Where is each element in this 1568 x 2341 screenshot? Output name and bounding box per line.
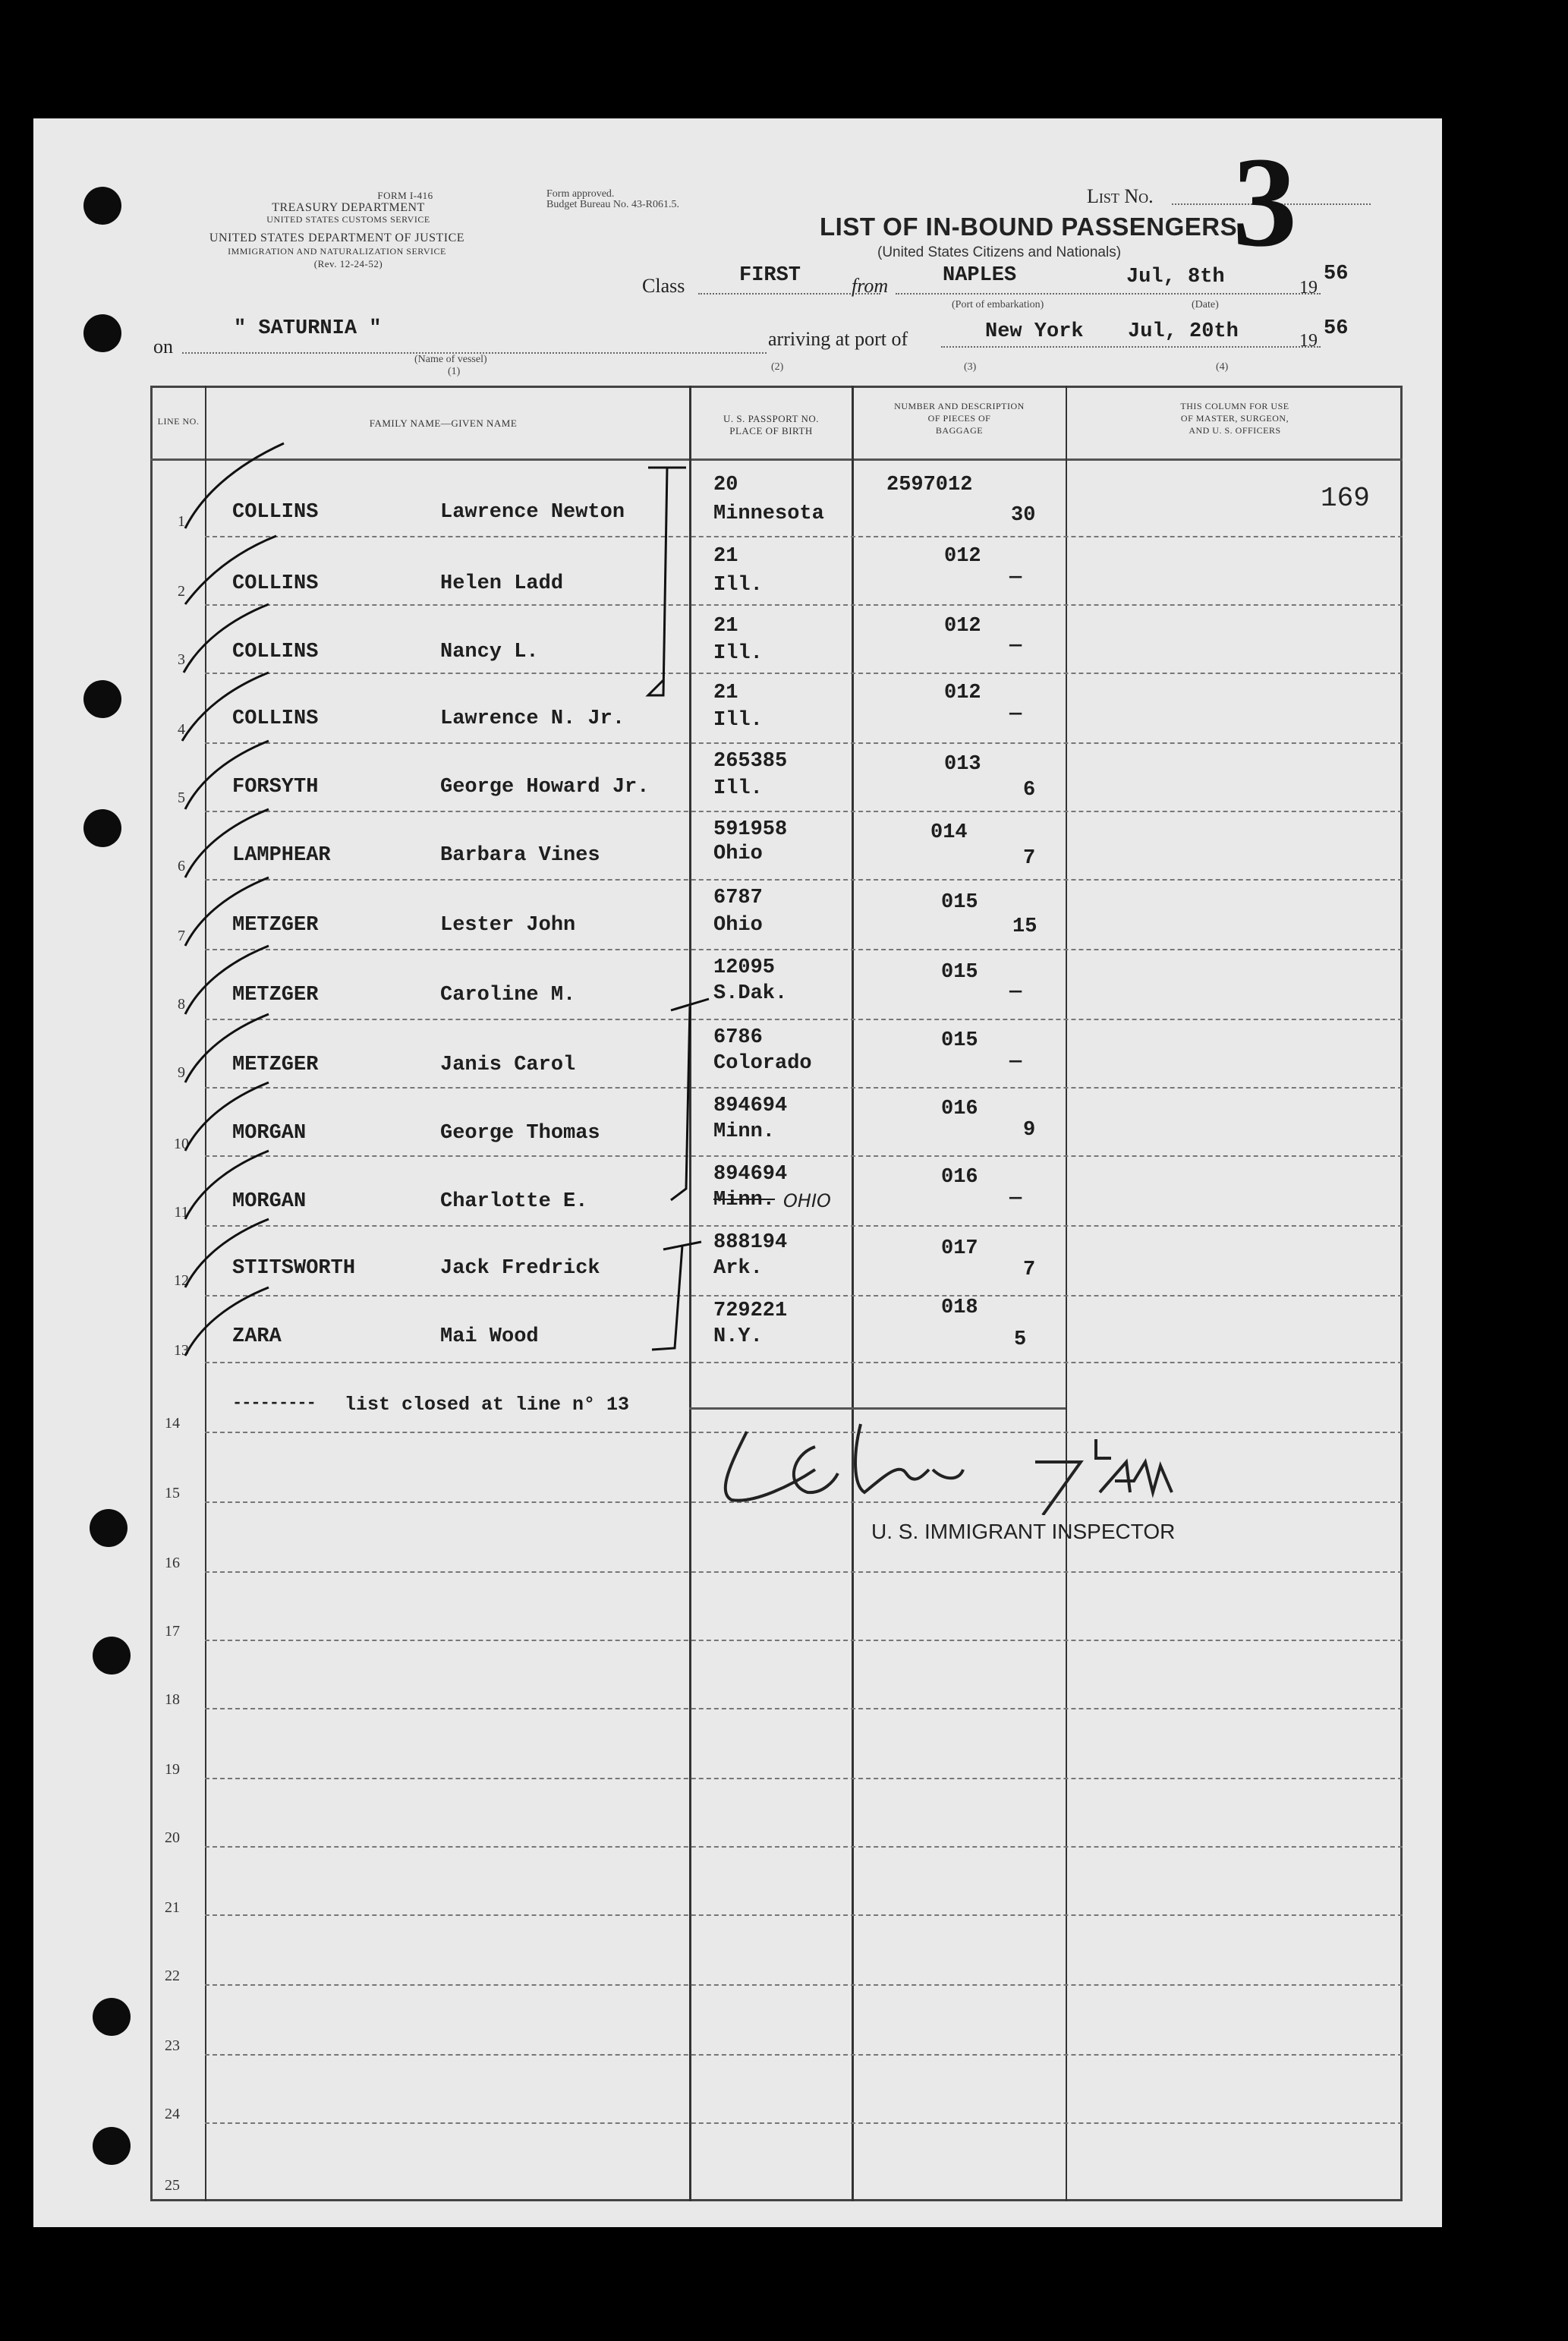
baggage-no: 2597012 [886,474,973,496]
punch-hole [93,2127,131,2165]
baggage-pieces: — [1009,635,1022,657]
from-line [896,293,1321,295]
page-title: LIST OF IN-BOUND PASSENGERS [820,213,1238,241]
vessel-caption: (Name of vessel) [414,354,487,365]
line-number: 6 [178,858,185,874]
family-name: MORGAN [232,1122,307,1145]
given-name: George Howard Jr. [440,776,650,799]
passport-no: 265385 [713,750,788,773]
line-number: 2 [178,583,185,600]
line-number: 14 [165,1415,180,1432]
col-rule-baggage [1066,386,1067,2201]
baggage-pieces: — [1009,1051,1022,1073]
row-separator [205,1362,1403,1363]
row-separator [205,742,1403,744]
baggage-no: 016 [941,1098,978,1120]
place-of-birth: Ill. [713,642,763,665]
passport-no: 591958 [713,818,788,841]
family-name: METZGER [232,1054,319,1076]
row-separator [205,604,1403,606]
passport-no: 894694 [713,1095,788,1117]
passport-no: 729221 [713,1300,788,1322]
family-name: STITSWORTH [232,1257,356,1280]
row-separator [205,673,1403,674]
passport-no: 12095 [713,956,776,979]
punch-hole [93,1998,131,2036]
caption-4: (4) [1216,361,1229,373]
line-number: 16 [165,1555,180,1571]
passport-no: 21 [713,545,738,568]
baggage-no: 013 [944,753,981,776]
line-number: 5 [178,789,185,806]
row-separator [205,949,1403,950]
baggage-pieces: 9 [1023,1119,1036,1142]
baggage-no: 012 [944,682,981,704]
vessel-name: " SATURNIA " [234,317,382,340]
passport-no: 894694 [713,1163,788,1186]
col-rule-passport [852,386,854,2201]
line-number: 22 [165,1968,180,1984]
baggage-no: 014 [930,821,968,844]
row-separator [205,1087,1403,1089]
date-caption: (Date) [1192,299,1219,310]
year-prefix-2: 19 [1299,331,1318,351]
arrival-year: 56 [1324,317,1349,340]
manifest-page [33,118,1442,2227]
birth-correction: OHIO [783,1190,831,1211]
place-of-birth: N.Y. [713,1325,763,1348]
col-header-name: FAMILY NAME—GIVEN NAME [369,417,518,429]
year-prefix: 19 [1299,278,1318,298]
baggage-no: 018 [941,1297,978,1319]
given-name: Lawrence N. Jr. [440,707,625,730]
baggage-no: 017 [941,1237,978,1260]
row-separator [205,1778,1403,1779]
col-header-birth: PLACE OF BIRTH [729,425,813,436]
row-separator [205,1708,1403,1709]
row-separator [205,811,1403,812]
baggage-no: 012 [944,545,981,568]
line-number: 7 [178,928,185,944]
col-header-officers-2: OF MASTER, SURGEON, [1180,413,1289,424]
line-number: 9 [178,1064,185,1081]
line-number: 11 [174,1204,189,1221]
passport-no: 888194 [713,1231,788,1254]
table-header-rule [150,458,1403,461]
row-separator [205,1914,1403,1916]
col-header-officers-3: AND U. S. OFFICERS [1189,425,1281,436]
given-name: Barbara Vines [440,844,600,867]
punch-hole [83,314,121,352]
line-number: 19 [165,1761,180,1778]
row-separator [205,1295,1403,1297]
line-number: 23 [165,2037,180,2054]
family-name: COLLINS [232,641,319,663]
line-number: 8 [178,996,185,1013]
on-label: on [153,336,173,358]
baggage-pieces: — [1009,981,1022,1004]
place-of-birth: Minn. [713,1189,776,1211]
embark-port: NAPLES [943,264,1017,287]
family-name: MORGAN [232,1190,307,1213]
arrival-line [941,346,1321,348]
row-separator [205,2122,1403,2124]
punch-hole [90,1509,128,1547]
col-header-officers: THIS COLUMN FOR USE [1180,401,1289,411]
inspector-label: U. S. IMMIGRANT INSPECTOR [871,1520,1176,1543]
given-name: Caroline M. [440,984,576,1007]
row-separator [205,1225,1403,1227]
baggage-pieces: 7 [1023,847,1036,870]
place-of-birth: Ill. [713,709,763,732]
treasury-dept: TREASURY DEPARTMENT [272,201,425,214]
arrival-date: Jul, 20th [1128,320,1239,343]
place-of-birth: Colorado [713,1052,812,1075]
punch-hole [93,1637,131,1675]
punch-hole [83,680,121,718]
place-of-birth: Ohio [713,843,763,865]
inspector-signature [701,1409,1248,1515]
col-header-passport: U. S. PASSPORT NO. [723,413,819,424]
baggage-pieces: — [1009,1187,1022,1210]
baggage-no: 015 [941,891,978,914]
place-of-birth: Ill. [713,777,763,800]
line-number: 10 [174,1136,189,1152]
baggage-pieces: 30 [1011,504,1036,527]
given-name: George Thomas [440,1122,600,1145]
embark-caption: (Port of embarkation) [952,299,1044,310]
baggage-pieces: 7 [1023,1259,1036,1281]
line-number: 25 [165,2177,180,2194]
given-name: Helen Ladd [440,572,564,595]
page-subtitle: (United States Citizens and Nationals) [877,244,1122,260]
arrival-port: New York [985,320,1084,343]
place-of-birth: Ill. [713,574,763,597]
customs-service: UNITED STATES CUSTOMS SERVICE [266,214,430,225]
baggage-no: 016 [941,1166,978,1189]
list-no-label: List No. [1087,185,1154,207]
closed-note: list closed at line n° 13 [345,1394,630,1416]
col-header-baggage-3: BAGGAGE [935,425,984,436]
baggage-pieces: — [1009,703,1022,726]
row-separator [205,1155,1403,1157]
passport-no: 20 [713,474,738,496]
budget-bureau: Budget Bureau No. 43-R061.5. [546,199,679,210]
baggage-no: 012 [944,615,981,638]
row-separator [205,1571,1403,1573]
place-of-birth: Ohio [713,914,763,937]
family-name: COLLINS [232,501,319,524]
row-separator [205,879,1403,881]
family-name: COLLINS [232,572,319,595]
baggage-no: 015 [941,961,978,984]
line-number: 3 [178,651,185,668]
line-number: 17 [165,1623,180,1640]
row-separator [205,1846,1403,1848]
given-name: Lester John [440,914,576,937]
passport-no: 6786 [713,1026,763,1049]
line-number: 21 [165,1899,180,1916]
table-frame [150,386,1403,2201]
line-number: 15 [165,1485,180,1501]
col-header-baggage: NUMBER AND DESCRIPTION [894,401,1025,411]
place-of-birth: Ark. [713,1257,763,1280]
row-separator [205,1019,1403,1020]
row-separator [205,2054,1403,2056]
ins-service: IMMIGRATION AND NATURALIZATION SERVICE [228,246,446,257]
given-name: Mai Wood [440,1325,539,1348]
col-header-line: LINE NO. [157,416,200,427]
check-marks [170,422,307,1485]
form-approved: Form approved. [546,188,615,200]
from-label: from [852,275,889,297]
arriving-label: arriving at port of [768,328,908,350]
justice-dept: UNITED STATES DEPARTMENT OF JUSTICE [209,232,465,244]
family-name: ZARA [232,1325,282,1348]
family-bracket-marks [610,452,747,1363]
baggage-pieces: 15 [1012,915,1037,938]
given-name: Janis Carol [440,1054,576,1076]
family-name: LAMPHEAR [232,844,331,867]
punch-hole [83,187,121,225]
given-name: Lawrence Newton [440,501,625,524]
place-of-birth: S.Dak. [713,982,788,1005]
place-of-birth: Minnesota [713,503,824,525]
caption-1: (1) [448,366,461,377]
line-number: 1 [178,513,185,530]
line-number: 18 [165,1691,180,1708]
line-number: 20 [165,1829,180,1846]
punch-hole [83,809,121,847]
family-name: METZGER [232,984,319,1007]
col-header-baggage-2: OF PIECES OF [927,413,991,424]
line-number: 24 [165,2106,180,2122]
family-name: METZGER [232,914,319,937]
baggage-pieces: — [1009,566,1022,589]
class-label: Class [642,275,685,297]
passport-no: 21 [713,615,738,638]
baggage-no: 015 [941,1029,978,1052]
list-no-value: 3 [1233,131,1297,273]
line-number: 13 [174,1342,189,1359]
passport-no: 6787 [713,887,763,909]
officer-note: 169 [1321,483,1370,514]
revision-date: (Rev. 12-24-52) [313,258,383,269]
line-number: 4 [178,721,185,738]
family-name: FORSYTH [232,776,319,799]
row-separator [205,1984,1403,1986]
given-name: Nancy L. [440,641,539,663]
line-number: 12 [174,1272,189,1289]
passport-no: 21 [713,682,738,704]
embark-year: 56 [1324,263,1349,285]
baggage-pieces: 5 [1014,1328,1027,1351]
given-name: Jack Fredrick [440,1257,600,1280]
class-value: FIRST [739,264,801,287]
closed-dash: --------- [232,1394,316,1413]
family-name: COLLINS [232,707,319,730]
row-separator [205,536,1403,537]
given-name: Charlotte E. [440,1190,588,1213]
caption-3: (3) [964,361,977,373]
place-of-birth: Minn. [713,1120,776,1143]
form-number: FORM I-416 [377,190,433,201]
caption-2: (2) [771,361,784,373]
baggage-pieces: 6 [1023,779,1036,802]
embark-date: Jul, 8th [1126,266,1225,288]
row-separator [205,1640,1403,1641]
